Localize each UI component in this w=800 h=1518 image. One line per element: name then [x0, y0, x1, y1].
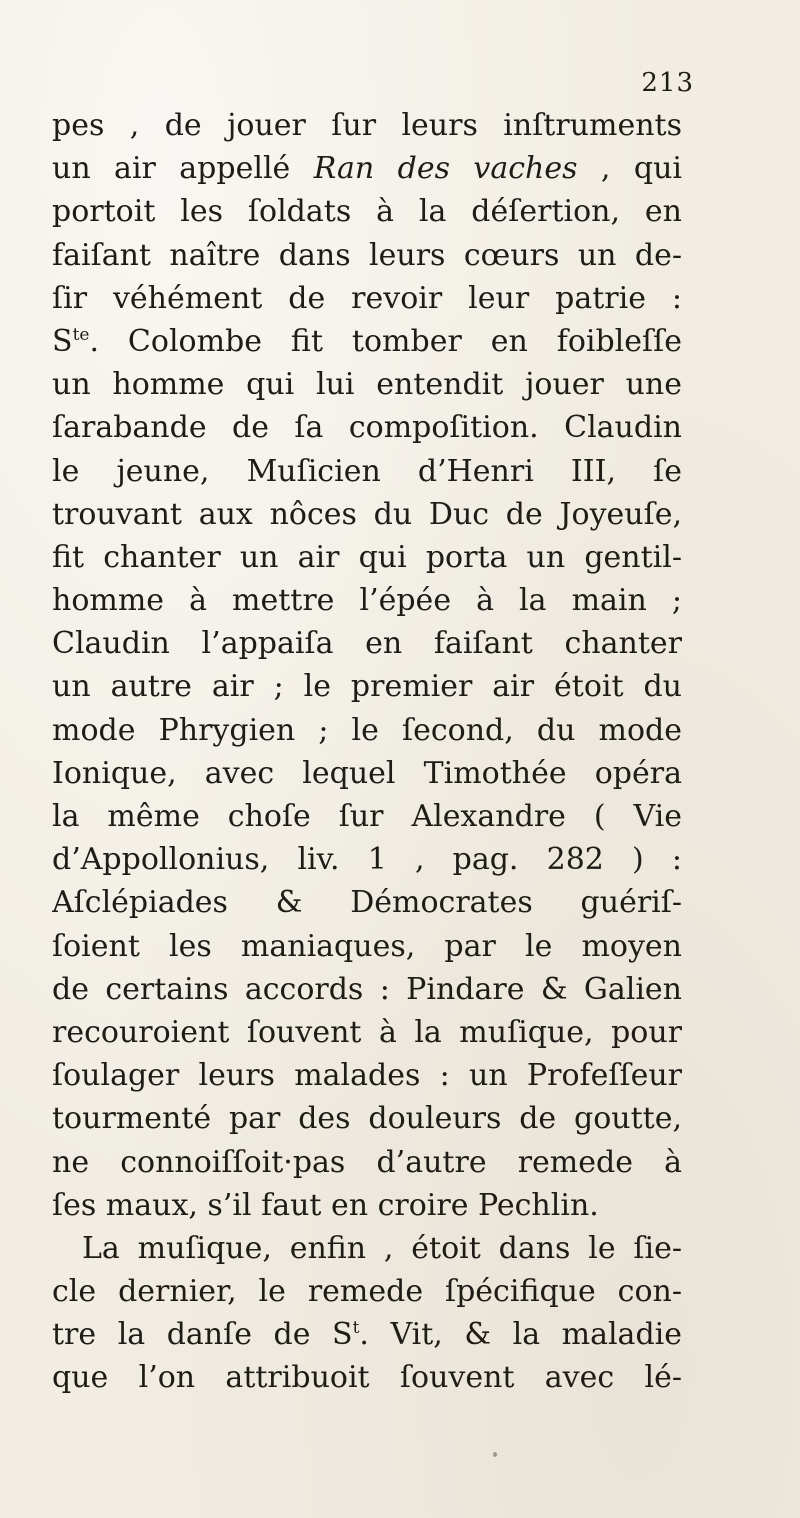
text-line: de certains accords : Pindare & Galien	[52, 971, 682, 1007]
text-line: ne connoiſſoit·pas d’autre remede à	[52, 1144, 682, 1180]
text-line: un air appellé Ran des vaches , qui	[52, 151, 682, 187]
text-line: ſarabande de ſa compoſition. Claudin	[52, 410, 682, 446]
text-line: tourmenté par des douleurs de goutte,	[52, 1101, 682, 1137]
ink-speck	[493, 1452, 497, 1457]
text-line: cle dernier, le remede ſpécifique con-	[52, 1274, 682, 1310]
text-line: homme à mettre l’épée à la main ;	[52, 583, 682, 619]
text-line: pes , de jouer ſur leurs inſtruments	[52, 108, 682, 143]
italic-phrase: Ran des vaches	[313, 151, 578, 187]
text-line: ſoient les maniaques, par le moyen	[52, 928, 682, 964]
text-line: la même choſe ſur Alexandre ( Vie	[52, 799, 682, 834]
text-line: $S^{te}$. Colombe fit tomber en foibleſſe	[52, 323, 682, 359]
text-line: ſoulager leurs malades : un Profeſſeur	[52, 1058, 682, 1094]
text-line: Claudin l’appaiſa en faiſant chanter	[52, 626, 682, 662]
text-line: d’Appollonius, liv. 1 , pag. 282 ) :	[52, 842, 682, 878]
page-number: 213	[641, 68, 694, 98]
text-line: le jeune, Muſicien d’Henri III, ſe	[52, 453, 682, 489]
text-line: Ionique, avec lequel Timothée opéra	[52, 755, 682, 791]
text-line: faiſant naître dans leurs cœurs un de-	[52, 237, 682, 273]
text-line: fit chanter un air qui porta un gentil-	[52, 539, 682, 575]
text-line: un autre air ; le premier air étoit du	[52, 669, 682, 705]
text-line: portoit les ſoldats à la déſertion, en	[52, 194, 682, 230]
text-line: ſes maux, s’il faut en croire Pechlin.	[52, 1187, 599, 1223]
superscript: t	[352, 1318, 360, 1339]
text-line: tre la danſe de $S^t$. Vit, & la maladie	[52, 1317, 682, 1353]
text-line: mode Phrygien ; le ſecond, du mode	[52, 712, 682, 748]
text-line: recouroient ſouvent à la muſique, pour	[52, 1014, 682, 1050]
text-line: que l’on attribuoit ſouvent avec lé-	[52, 1360, 682, 1396]
text-line: ſir véhément de revoir leur patrie :	[52, 280, 682, 316]
text-line: Aſclépiades & Démocrates guériſ-	[52, 885, 682, 921]
text-body	[52, 104, 682, 1400]
text-line: un homme qui lui entendit jouer une	[52, 367, 682, 403]
text-line: trouvant aux nôces du Duc de Joyeuſe,	[52, 496, 682, 532]
text-line: La muſique, enfin , étoit dans le ſie-	[82, 1230, 682, 1266]
superscript: te	[72, 324, 90, 345]
